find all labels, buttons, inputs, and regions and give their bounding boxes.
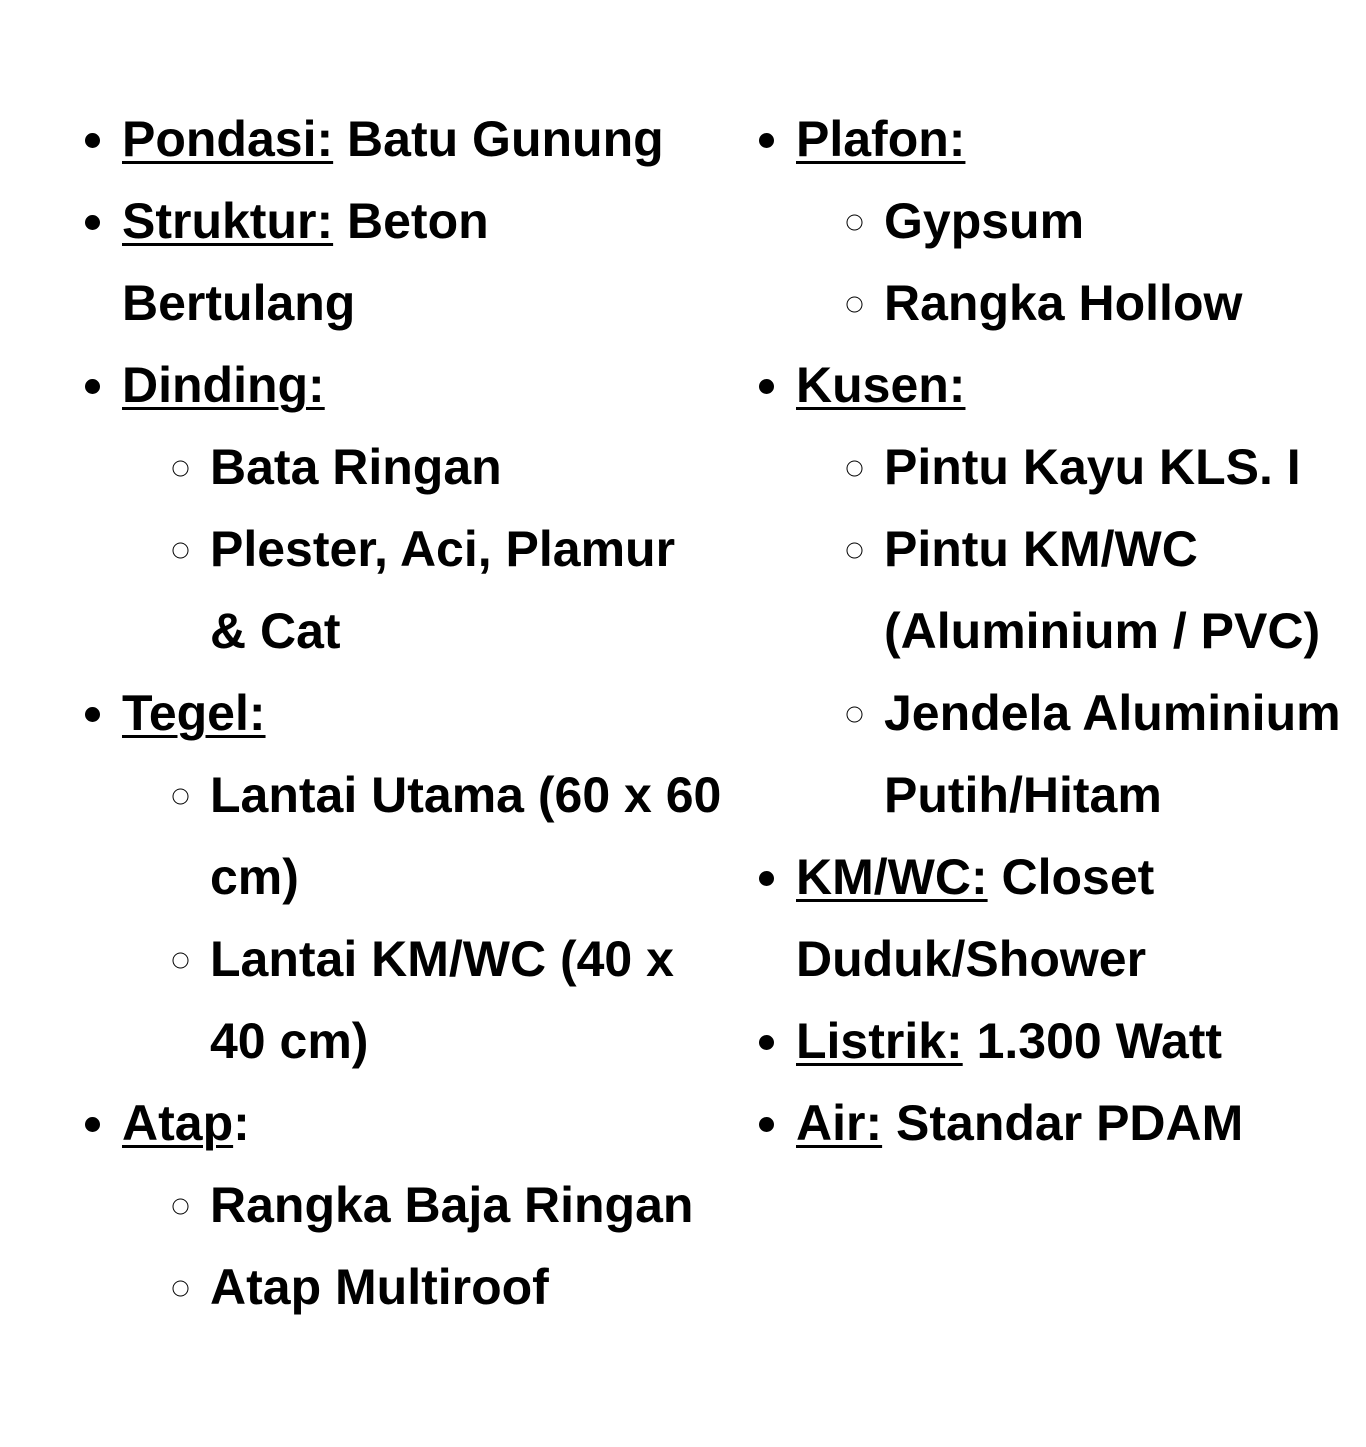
spec-subitem-jendela: ◦ Jendela Aluminium Putih/Hitam <box>884 672 1356 836</box>
spec-sublist-tegel <box>210 754 722 1082</box>
spec-item-atap <box>122 1082 722 1328</box>
spec-sublist-plafon <box>884 180 1356 344</box>
spec-value-listrik: 1.300 Watt <box>976 1013 1223 1069</box>
spec-subitem-plester: ◦ Plester, Aci, Plamur & Cat <box>210 508 722 672</box>
spec-value-pondasi: Batu Gunung <box>347 111 664 167</box>
spec-label-kusen: Kusen: <box>796 357 966 413</box>
spec-value-air: Standar PDAM <box>896 1095 1244 1151</box>
spec-subitem-lantai-utama: ◦ Lantai Utama (60 x 60 cm) <box>210 754 722 918</box>
spec-label-atap-colon: : <box>233 1095 250 1151</box>
spec-column-left <box>122 98 722 1328</box>
spec-label-listrik: Listrik: <box>796 1013 963 1069</box>
spec-label-tegel: Tegel: <box>122 685 266 741</box>
spec-item-kmwc <box>796 836 1356 1000</box>
spec-subitem-lantai-kmwc: ◦ Lantai KM/WC (40 x 40 cm) <box>210 918 722 1082</box>
spec-item-dinding <box>122 344 722 672</box>
spec-item-air <box>796 1082 1356 1164</box>
spec-item-pondasi <box>122 98 722 180</box>
spec-label-pondasi: Pondasi: <box>122 111 334 167</box>
spec-label-air: Air: <box>796 1095 883 1151</box>
spec-label-plafon: Plafon: <box>796 111 966 167</box>
spec-label-kmwc: KM/WC: <box>796 849 988 905</box>
spec-value-kmwc: Closet Duduk/Shower <box>796 849 1155 987</box>
spec-subitem-multiroof: ◦ Atap Multiroof <box>210 1246 722 1328</box>
spec-item-tegel <box>122 672 722 1082</box>
spec-value-struktur: Beton Bertulang <box>122 193 489 331</box>
spec-item-kusen <box>796 344 1356 836</box>
spec-list-right <box>796 98 1356 1164</box>
spec-subitem-bata-ringan: ◦ Bata Ringan <box>210 426 722 508</box>
spec-sublist-dinding <box>210 426 722 672</box>
spec-item-listrik <box>796 1000 1356 1082</box>
spec-label-struktur: Struktur: <box>122 193 334 249</box>
spec-subitem-gypsum: ◦ Gypsum <box>884 180 1356 262</box>
spec-column-right <box>796 98 1356 1164</box>
spec-subitem-pintu-kayu: ◦ Pintu Kayu KLS. I <box>884 426 1356 508</box>
spec-subitem-rangka-hollow: ◦ Rangka Hollow <box>884 262 1356 344</box>
spec-subitem-pintu-kmwc: ◦ Pintu KM/WC (Aluminium / PVC) <box>884 508 1356 672</box>
spec-sublist-atap <box>210 1164 722 1328</box>
spec-item-struktur <box>122 180 722 344</box>
spec-label-atap: Atap <box>122 1095 234 1151</box>
spec-sublist-kusen <box>884 426 1356 836</box>
spec-label-dinding: Dinding: <box>122 357 325 413</box>
spec-subitem-rangka-baja: ◦ Rangka Baja Ringan <box>210 1164 722 1246</box>
spec-list-left <box>122 98 722 1328</box>
spec-item-plafon <box>796 98 1356 344</box>
